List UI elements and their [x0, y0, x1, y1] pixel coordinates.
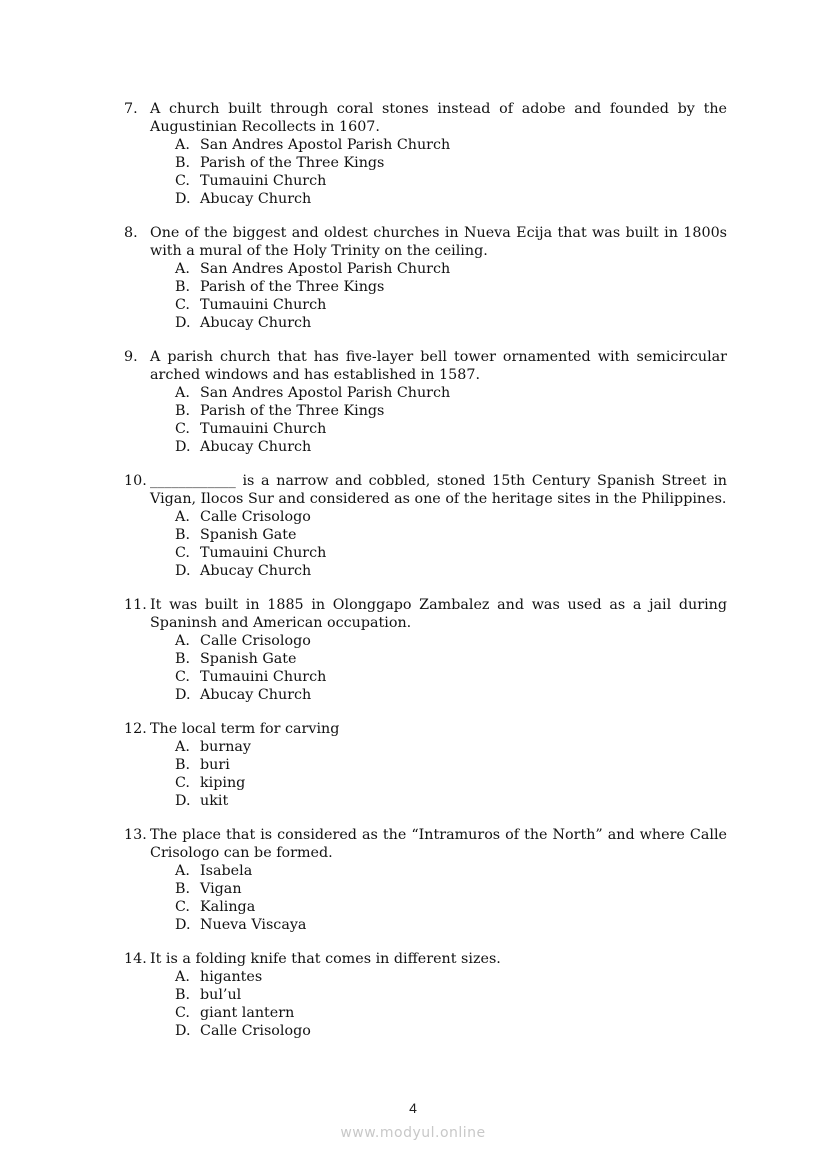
- answer-option: [124, 898, 727, 916]
- answer-option: [124, 916, 727, 934]
- question-number: 9.: [124, 349, 138, 365]
- option-letter: D.: [175, 917, 191, 933]
- option-text: Parish of the Three Kings: [200, 279, 385, 295]
- question-item: [124, 720, 727, 810]
- question-item: [124, 348, 727, 456]
- option-letter: A.: [175, 385, 190, 401]
- option-text: Calle Crisologo: [200, 1023, 311, 1039]
- question-item: [124, 100, 727, 208]
- answer-option: [124, 544, 727, 562]
- option-letter: D.: [175, 315, 191, 331]
- option-text: Tumauini Church: [200, 545, 327, 561]
- answer-option: [124, 314, 727, 332]
- option-text: Parish of the Three Kings: [200, 155, 385, 171]
- answer-option: [124, 1004, 727, 1022]
- answer-option: [124, 420, 727, 438]
- option-letter: D.: [175, 191, 191, 207]
- option-text: Isabela: [200, 863, 253, 879]
- question-text: The local term for carving: [150, 721, 340, 737]
- answer-option: [124, 632, 727, 650]
- answer-option: [124, 862, 727, 880]
- question-text: It is a folding knife that comes in different sizes.: [150, 951, 501, 967]
- question-item: [124, 826, 727, 934]
- watermark: www.modyul.online: [340, 1125, 486, 1141]
- answer-option: [124, 190, 727, 208]
- question-number: 7.: [124, 101, 138, 117]
- answer-option: [124, 154, 727, 172]
- option-letter: A.: [175, 969, 190, 985]
- answer-option: [124, 508, 727, 526]
- question-number: 14.: [124, 951, 147, 967]
- option-letter: A.: [175, 739, 190, 755]
- option-letter: C.: [175, 899, 190, 915]
- answer-option: [124, 562, 727, 580]
- option-text: Calle Crisologo: [200, 509, 311, 525]
- option-letter: B.: [175, 279, 191, 295]
- option-text: Tumauini Church: [200, 297, 327, 313]
- answer-option: [124, 686, 727, 704]
- option-letter: D.: [175, 793, 191, 809]
- answer-option: [124, 1022, 727, 1040]
- option-letter: B.: [175, 757, 191, 773]
- answer-option: [124, 384, 727, 402]
- option-letter: A.: [175, 863, 190, 879]
- option-text: Abucay Church: [200, 191, 312, 207]
- option-text: buri: [200, 757, 230, 773]
- option-text: Abucay Church: [200, 315, 312, 331]
- option-text: Abucay Church: [200, 687, 312, 703]
- option-letter: D.: [175, 439, 191, 455]
- option-letter: B.: [175, 987, 191, 1003]
- answer-option: [124, 668, 727, 686]
- question-item: [124, 596, 727, 704]
- question-number: 8.: [124, 225, 138, 241]
- option-text: Kalinga: [200, 899, 256, 915]
- answer-option: [124, 774, 727, 792]
- option-text: giant lantern: [200, 1005, 295, 1021]
- answer-option: [124, 650, 727, 668]
- option-text: Calle Crisologo: [200, 633, 311, 649]
- option-letter: C.: [175, 421, 190, 437]
- option-text: Tumauini Church: [200, 173, 327, 189]
- option-letter: D.: [175, 1023, 191, 1039]
- option-letter: C.: [175, 297, 190, 313]
- answer-option: [124, 792, 727, 810]
- option-text: Tumauini Church: [200, 669, 327, 685]
- option-letter: C.: [175, 1005, 190, 1021]
- question-text: ____________ is a narrow and cobbled, stoned 15th Century Spanish Street in Vigan, Ilocos Sur and considered as one of the heritage sites in the Philippines.: [150, 473, 727, 507]
- option-letter: B.: [175, 881, 191, 897]
- option-text: Nueva Viscaya: [200, 917, 307, 933]
- question-text: A parish church that has five-layer bell tower ornamented with semicircular arched windows and has established in 1587.: [150, 349, 727, 383]
- option-text: San Andres Apostol Parish Church: [200, 385, 451, 401]
- answer-option: [124, 136, 727, 154]
- question-number: 13.: [124, 827, 147, 843]
- option-letter: A.: [175, 137, 190, 153]
- option-text: kiping: [200, 775, 246, 791]
- option-letter: A.: [175, 261, 190, 277]
- option-letter: A.: [175, 509, 190, 525]
- option-text: Abucay Church: [200, 563, 312, 579]
- option-letter: B.: [175, 155, 191, 171]
- option-letter: B.: [175, 527, 191, 543]
- option-text: Spanish Gate: [200, 651, 297, 667]
- option-text: Spanish Gate: [200, 527, 297, 543]
- answer-option: [124, 260, 727, 278]
- answer-option: [124, 172, 727, 190]
- question-number: 10.: [124, 473, 147, 489]
- answer-option: [124, 756, 727, 774]
- page-number: 4: [409, 1100, 417, 1116]
- question-number: 11.: [124, 597, 147, 613]
- option-text: Vigan: [200, 881, 242, 897]
- question-text: The place that is considered as the “Intramuros of the North” and where Calle Crisologo can be formed.: [150, 827, 727, 861]
- option-text: San Andres Apostol Parish Church: [200, 261, 451, 277]
- option-letter: D.: [175, 687, 191, 703]
- option-letter: B.: [175, 403, 191, 419]
- option-text: Abucay Church: [200, 439, 312, 455]
- question-item: [124, 950, 727, 1040]
- option-letter: C.: [175, 545, 190, 561]
- question-item: [124, 224, 727, 332]
- answer-option: [124, 296, 727, 314]
- question-text: One of the biggest and oldest churches in Nueva Ecija that was built in 1800s with a mural of the Holy Trinity on the ceiling.: [150, 225, 727, 259]
- option-text: Tumauini Church: [200, 421, 327, 437]
- option-text: San Andres Apostol Parish Church: [200, 137, 451, 153]
- option-text: ukit: [200, 793, 229, 809]
- answer-option: [124, 986, 727, 1004]
- option-letter: C.: [175, 775, 190, 791]
- option-letter: D.: [175, 563, 191, 579]
- answer-option: [124, 968, 727, 986]
- answer-option: [124, 402, 727, 420]
- question-text: It was built in 1885 in Olonggapo Zambalez and was used as a jail during Spaninsh and American occupation.: [150, 597, 727, 631]
- answer-option: [124, 278, 727, 296]
- option-letter: C.: [175, 173, 190, 189]
- question-text: A church built through coral stones instead of adobe and founded by the Augustinian Recollects in 1607.: [150, 101, 727, 135]
- question-number: 12.: [124, 721, 147, 737]
- option-letter: A.: [175, 633, 190, 649]
- question-list: [124, 100, 727, 1056]
- answer-option: [124, 438, 727, 456]
- option-letter: B.: [175, 651, 191, 667]
- option-text: Parish of the Three Kings: [200, 403, 385, 419]
- answer-option: [124, 738, 727, 756]
- option-text: higantes: [200, 969, 263, 985]
- answer-option: [124, 526, 727, 544]
- answer-option: [124, 880, 727, 898]
- question-item: [124, 472, 727, 580]
- option-text: burnay: [200, 739, 252, 755]
- option-letter: C.: [175, 669, 190, 685]
- option-text: bul’ul: [200, 987, 242, 1003]
